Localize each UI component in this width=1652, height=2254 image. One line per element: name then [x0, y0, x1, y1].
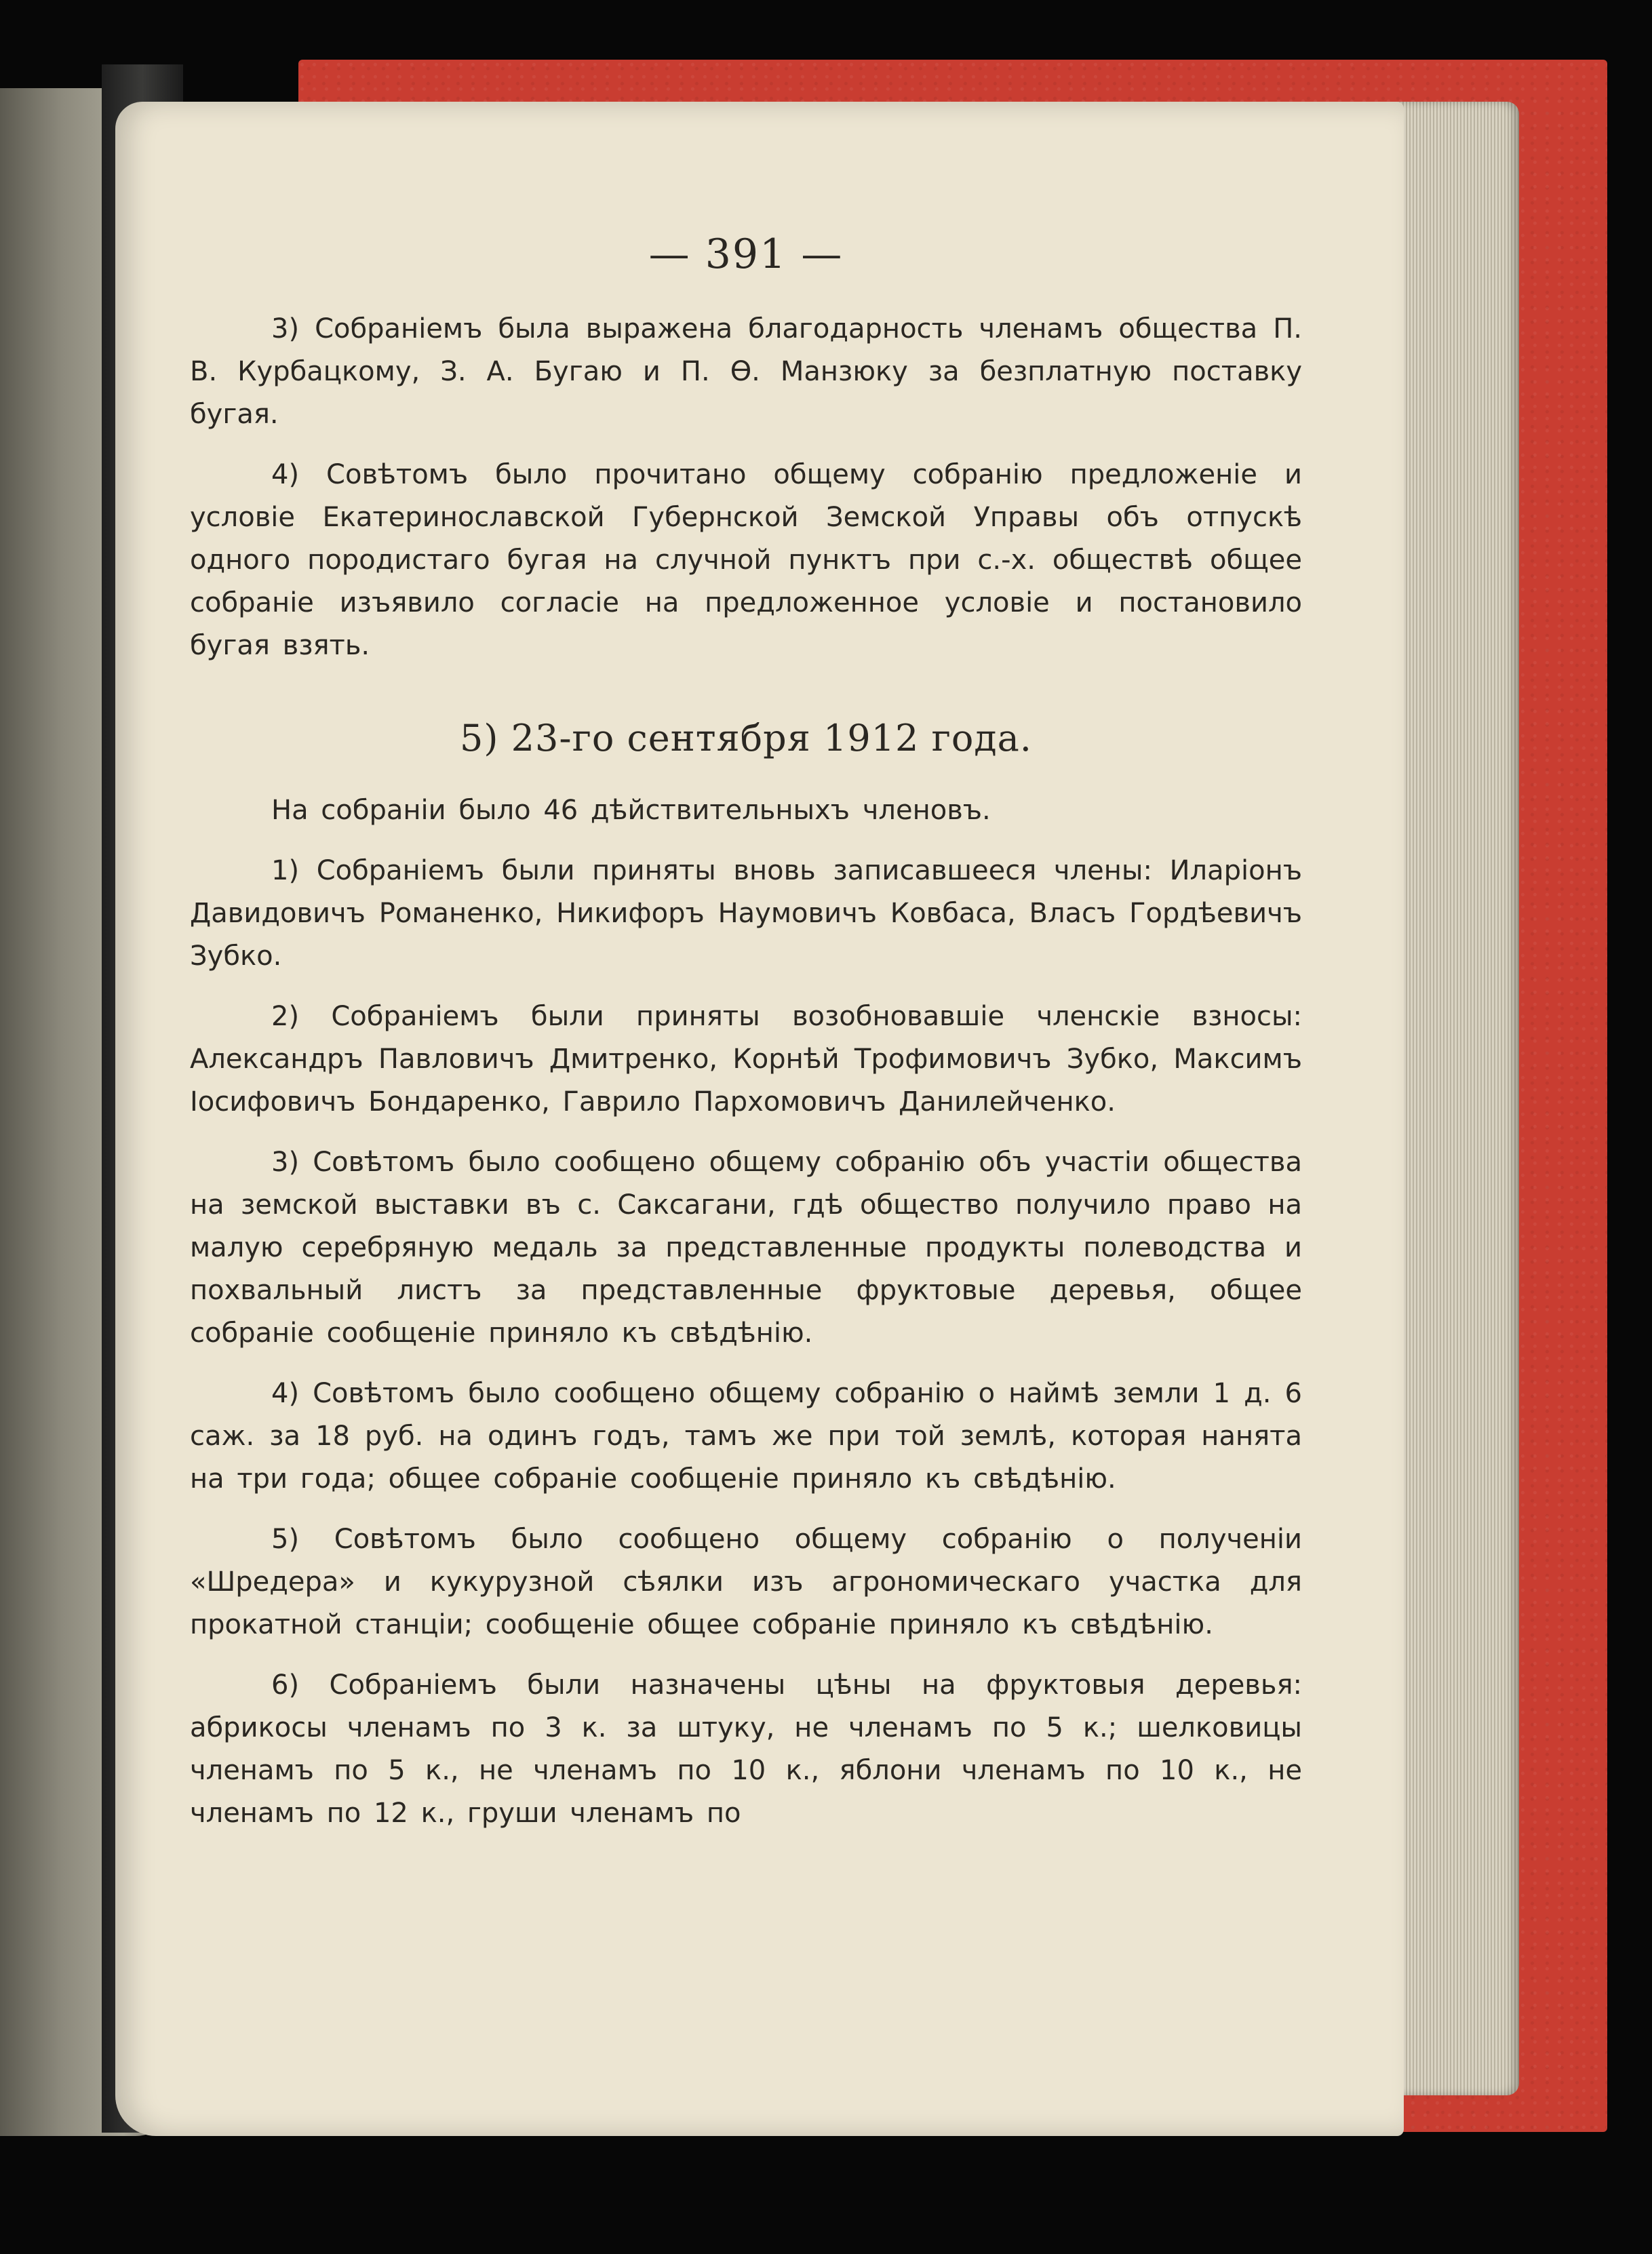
page-stack-edges	[1390, 102, 1519, 2095]
paragraph: 5) Совѣтомъ было сообщено общему собранію о полученіи «Шредера» и кукурузной сѣялки изъ агрономическаго участка для прокатной станціи; сообщеніе общее собраніе приняло къ свѣдѣнію.	[190, 1524, 1302, 1640]
paragraph: На собраніи было 46 дѣйствительныхъ членовъ.	[271, 795, 991, 826]
page-number: — 391 —	[648, 231, 844, 278]
book-page	[115, 102, 1404, 2136]
paragraph: 1) Собраніемъ были приняты вновь записавшееся члены: Иларіонъ Давидовичъ Романенко, Никифоръ Наумовичъ Ковбаса, Власъ Гордѣевичъ Зубко.	[190, 855, 1302, 972]
paragraph: 6) Собраніемъ были назначены цѣны на фруктовыя деревья: абрикосы членамъ по 3 к. за штуку, не членамъ по 5 к.; шелковицы членамъ по 5 к., не членамъ по 10 к., яблони членамъ по 10 к., не членамъ по 12 к., груши членамъ по	[190, 1669, 1302, 1829]
paragraph: 2) Собраніемъ были приняты возобновавшіе членскіе взносы: Александръ Павловичъ Дмитренко, Корнѣй Трофимовичъ Зубко, Максимъ Іосифовичъ Бондаренко, Гаврило Пархомовичъ Данилейченко.	[190, 1001, 1302, 1118]
paragraph: 4) Совѣтомъ было прочитано общему собранію предложеніе и условіе Екатеринославской Губернской Земской Управы объ отпускѣ одного породистаго бугая на случной пунктъ при с.-х. обществѣ общее собраніе изъявило согласіе на предложенное условіе и постановило бугая взять.	[190, 459, 1302, 661]
paragraph: 3) Собраніемъ была выражена благодарность членамъ общества П. В. Курбацкому, З. А. Бугаю и П. Ѳ. Манзюку за безплатную поставку бугая.	[190, 313, 1302, 430]
section-heading: 5) 23-го сентября 1912 года.	[460, 717, 1032, 759]
paragraph: 3) Совѣтомъ было сообщено общему собранію объ участіи общества на земской выставки въ с. Саксагани, гдѣ общество получило право на малую серебряную медаль за представленные продукты полеводства и похвальный листъ за представленные фруктовые деревья, общее собраніе сообщеніе приняло къ свѣдѣнію.	[190, 1147, 1302, 1349]
page-content	[190, 231, 1302, 1853]
paragraph: 4) Совѣтомъ было сообщено общему собранію о наймѣ земли 1 д. 6 саж. за 18 руб. на одинъ годъ, тамъ же при той землѣ, которая нанята на три года; общее собраніе сообщеніе приняло къ свѣдѣнію.	[190, 1378, 1302, 1495]
